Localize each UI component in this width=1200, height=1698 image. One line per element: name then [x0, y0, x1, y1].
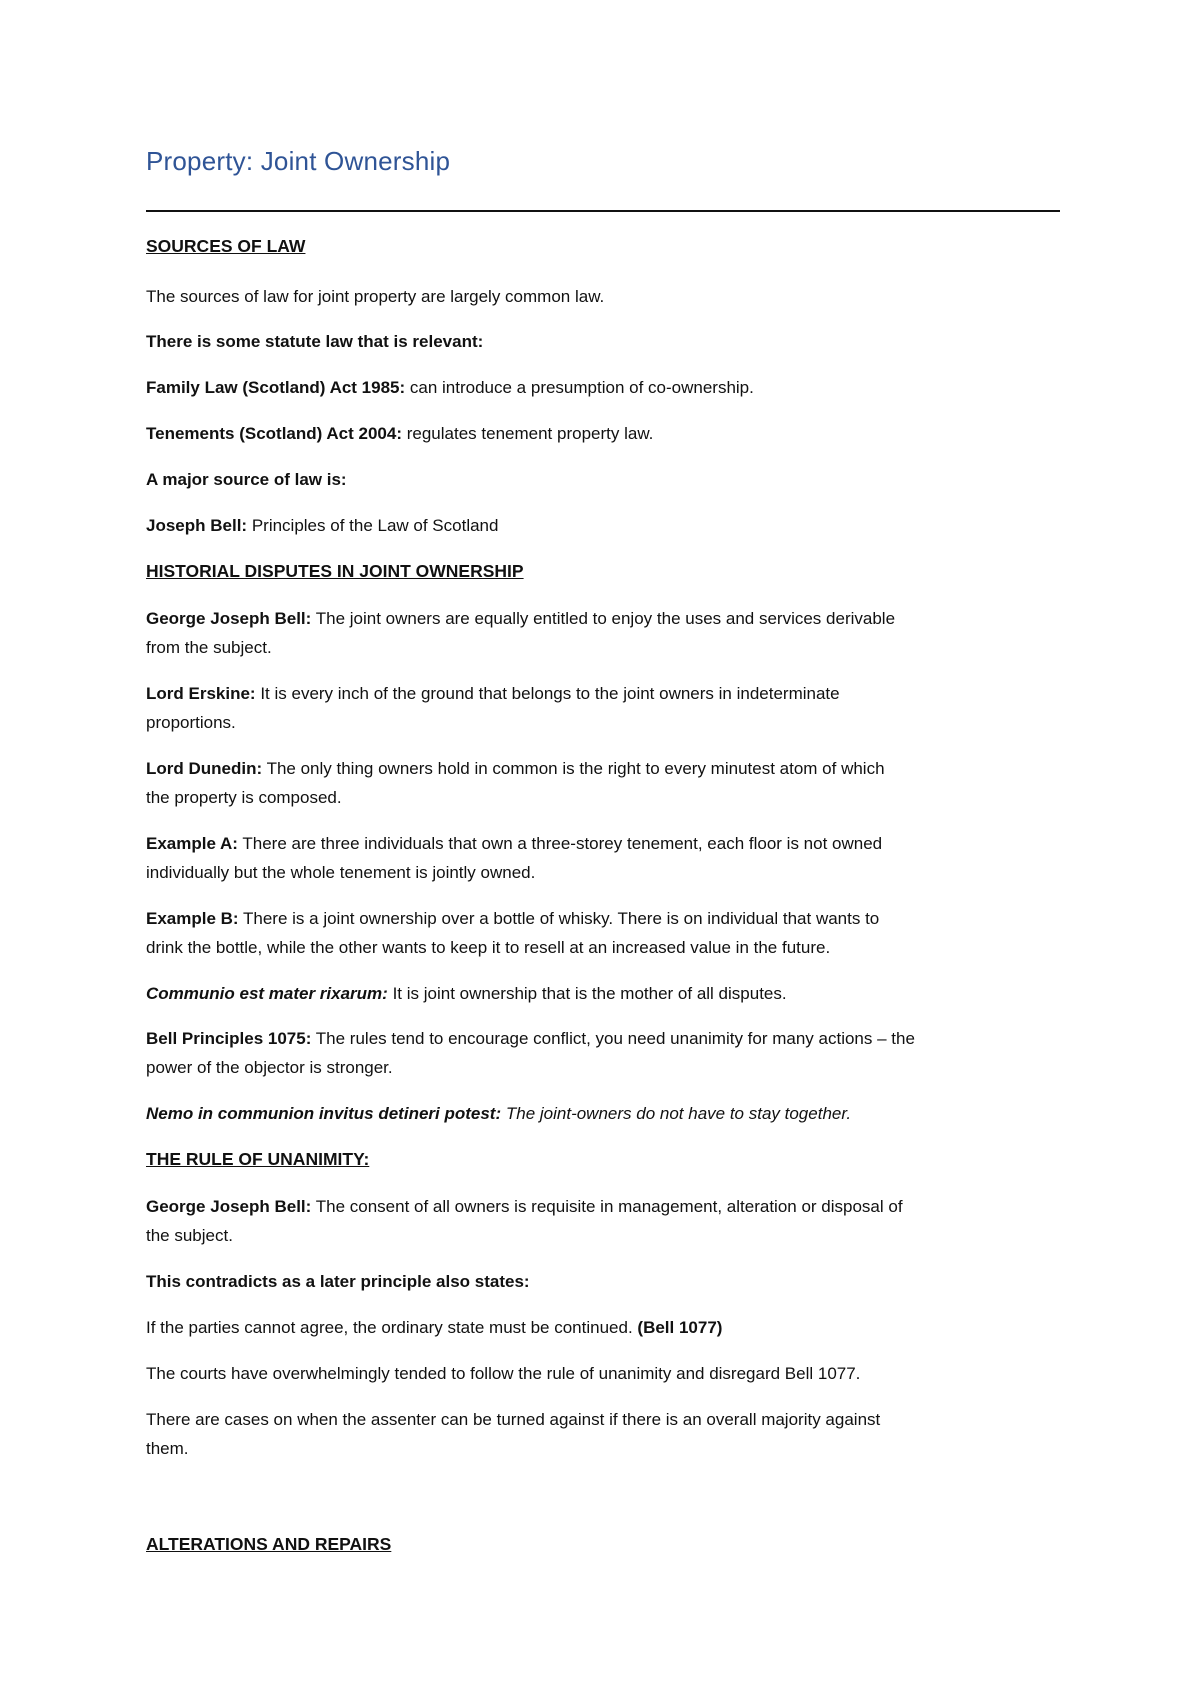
paragraph: The sources of law for joint property are largely common law.: [146, 287, 605, 306]
paragraph: [146, 1267, 530, 1296]
heading-sources-of-law: SOURCES OF LAW: [146, 236, 306, 256]
bold-text: A major source of law is:: [146, 470, 347, 489]
heading-historial-disputes: HISTORIAL DISPUTES IN JOINT OWNERSHIP: [146, 561, 524, 581]
paragraph-text: Principles of the Law of Scotland: [247, 516, 499, 535]
paragraph: [146, 754, 885, 783]
paragraph-continuation: from the subject.: [146, 638, 272, 657]
paragraph-text: It is joint ownership that is the mother of all disputes.: [387, 984, 787, 1003]
paragraph-text: can introduce a presumption of co-ownership.: [405, 378, 754, 397]
paragraph-continuation: them.: [146, 1439, 189, 1458]
paragraph-text: It is every inch of the ground that belongs to the joint owners in indeterminate: [255, 684, 840, 703]
principle-label: Bell Principles 1075:: [146, 1029, 312, 1048]
paragraph-text: There is a joint ownership over a bottle of whisky. There is on individual that wants to: [238, 909, 880, 928]
paragraph: [146, 979, 787, 1008]
author-name: George Joseph Bell:: [146, 1197, 312, 1216]
author-name: Joseph Bell:: [146, 516, 248, 535]
paragraph: [146, 373, 754, 402]
paragraph: [146, 829, 882, 858]
paragraph: [146, 1313, 722, 1342]
latin-maxim: Nemo in communion invitus detineri potest:: [146, 1104, 502, 1123]
statute-name: Family Law (Scotland) Act 1985:: [146, 378, 406, 397]
paragraph: [146, 679, 840, 708]
paragraph-text: There are three individuals that own a three-storey tenement, each floor is not owned: [237, 834, 883, 853]
page-title: Property: Joint Ownership: [146, 146, 451, 176]
paragraph-text: regulates tenement property law.: [402, 424, 654, 443]
italic-text: The joint-owners do not have to stay together.: [501, 1104, 852, 1123]
paragraph-text: The only thing owners hold in common is the right to every minutest atom of which: [262, 759, 885, 778]
example-label: Example A:: [146, 834, 238, 853]
example-label: Example B:: [146, 909, 239, 928]
bold-text: This contradicts as a later principle also states:: [146, 1272, 530, 1291]
paragraph-continuation: the property is composed.: [146, 788, 342, 807]
paragraph-continuation: power of the objector is stronger.: [146, 1058, 393, 1077]
paragraph: [146, 419, 653, 448]
paragraph: There are cases on when the assenter can be turned against if there is an overall majority against: [146, 1410, 881, 1429]
paragraph-text: The consent of all owners is requisite in management, alteration or disposal of: [311, 1197, 903, 1216]
paragraph: [146, 1192, 903, 1221]
paragraph: The courts have overwhelmingly tended to follow the rule of unanimity and disregard Bell 1077.: [146, 1364, 861, 1383]
heading-alterations-and-repairs: ALTERATIONS AND REPAIRS: [146, 1534, 392, 1554]
paragraph-text: The joint owners are equally entitled to enjoy the uses and services derivable: [311, 609, 896, 628]
paragraph-continuation: proportions.: [146, 713, 236, 732]
author-name: Lord Dunedin:: [146, 759, 263, 778]
paragraph: [146, 1099, 851, 1128]
paragraph-continuation: drink the bottle, while the other wants to keep it to resell at an increased value in the future.: [146, 938, 831, 957]
title-divider: [146, 210, 1060, 212]
author-name: Lord Erskine:: [146, 684, 256, 703]
paragraph: [146, 511, 498, 540]
bold-text: There is some statute law that is relevant:: [146, 332, 484, 351]
paragraph: [146, 1024, 915, 1053]
statute-name: Tenements (Scotland) Act 2004:: [146, 424, 403, 443]
heading-rule-of-unanimity: THE RULE OF UNANIMITY:: [146, 1149, 370, 1169]
paragraph: [146, 904, 879, 933]
paragraph-text: The rules tend to encourage conflict, you need unanimity for many actions – the: [311, 1029, 915, 1048]
paragraph-text: If the parties cannot agree, the ordinary state must be continued.: [146, 1318, 638, 1337]
paragraph-continuation: the subject.: [146, 1226, 233, 1245]
latin-maxim: Communio est mater rixarum:: [146, 984, 388, 1003]
author-name: George Joseph Bell:: [146, 609, 312, 628]
paragraph: [146, 327, 483, 356]
citation: (Bell 1077): [637, 1318, 723, 1337]
paragraph: [146, 465, 347, 494]
paragraph: [146, 604, 895, 633]
paragraph-continuation: individually but the whole tenement is jointly owned.: [146, 863, 536, 882]
